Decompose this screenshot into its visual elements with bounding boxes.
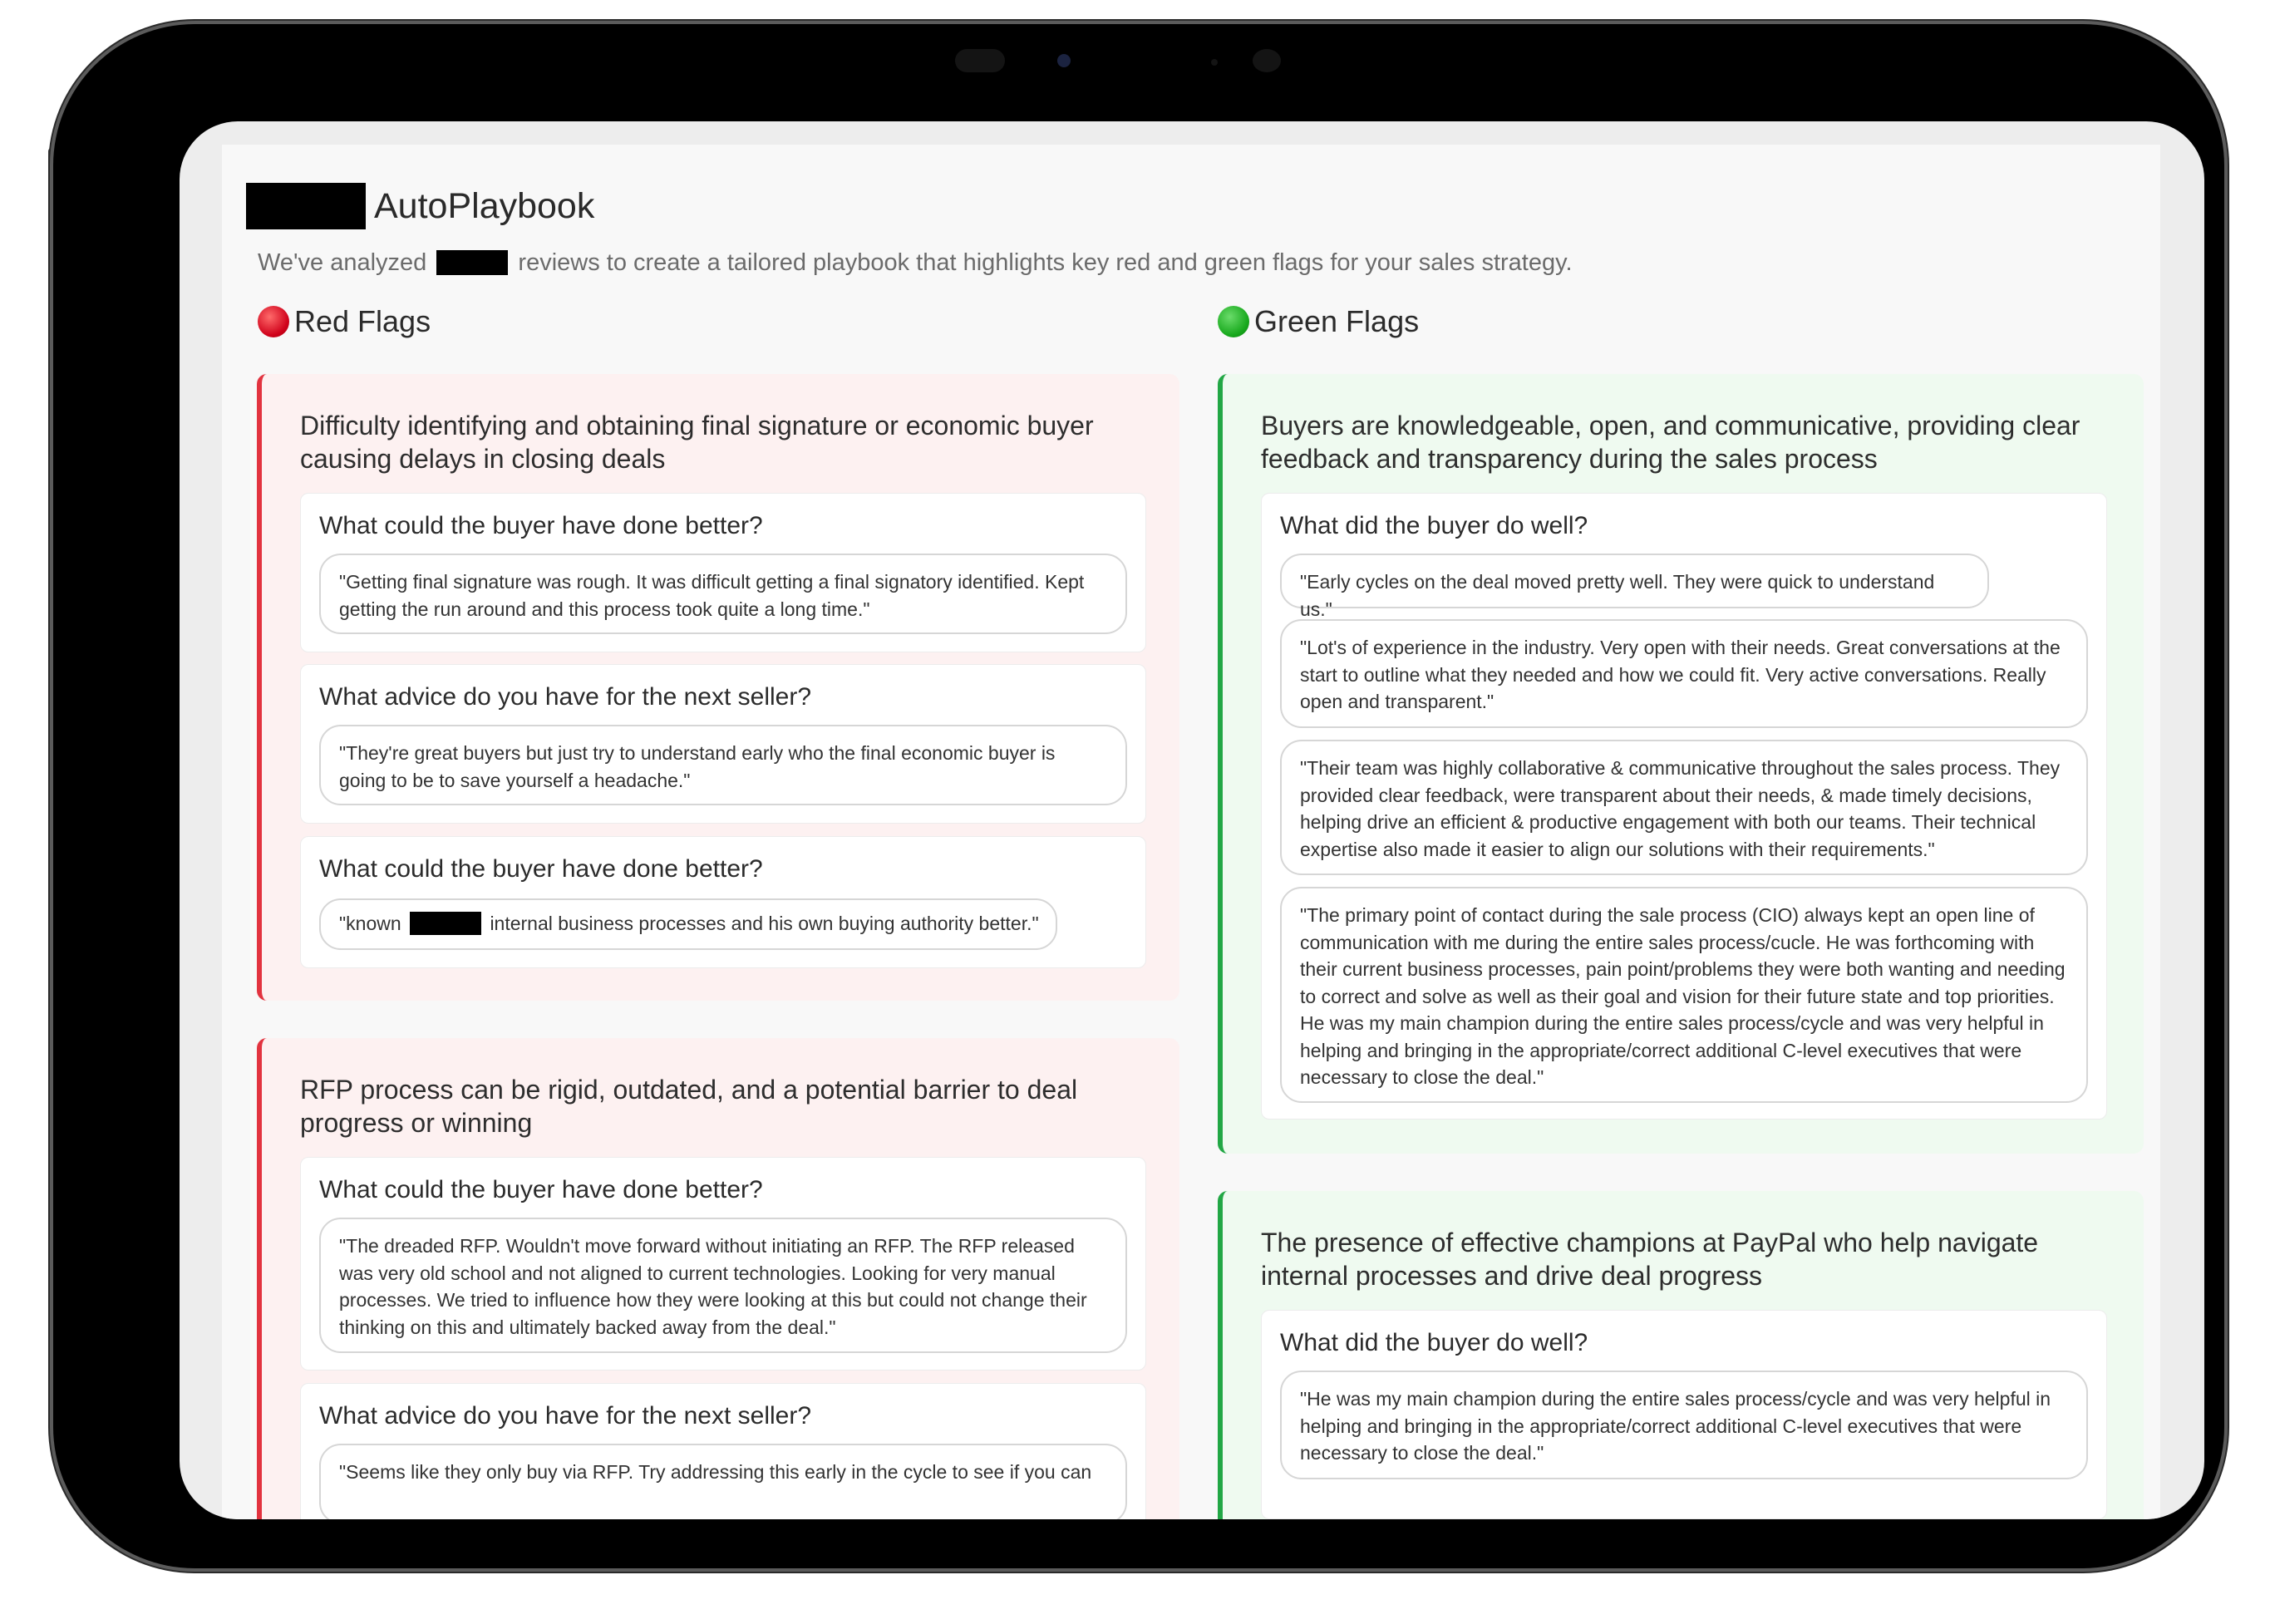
subtitle-text-start: We've analyzed <box>258 249 427 276</box>
review-quote: "They're great buyers but just try to understand early who the final economic buyer is going to be to save yourself a headache." <box>319 725 1127 805</box>
redacted-logo <box>246 183 366 229</box>
camera-left <box>955 49 1005 72</box>
green-flag-card <box>1218 374 2144 1154</box>
card-title-line: The presence of effective champions at PayPal who help navigate <box>1261 1228 2039 1257</box>
question-label: What did the buyer do well? <box>1280 1329 1588 1356</box>
review-quote: "Early cycles on the deal moved pretty well. They were quick to understand us." <box>1280 554 1989 608</box>
question-box <box>300 664 1146 824</box>
card-title <box>1261 409 2080 475</box>
green-flags-heading <box>1218 304 1419 339</box>
question-box <box>300 493 1146 652</box>
card-title <box>300 409 1094 475</box>
redacted-name <box>410 912 481 935</box>
sensor <box>1211 59 1218 66</box>
card-title <box>300 1073 1077 1139</box>
main-panel <box>222 145 2160 1519</box>
green-flags-label: Green Flags <box>1254 304 1420 338</box>
card-title-line: RFP process can be rigid, outdated, and a potential barrier to deal <box>300 1075 1078 1105</box>
question-label: What could the buyer have done better? <box>319 512 763 539</box>
subtitle-text-end: reviews to create a tailored playbook that highlights key red and green flags for your sales strategy. <box>518 249 1573 276</box>
card-title-line: internal processes and drive deal progress <box>1261 1261 1762 1291</box>
question-box <box>1261 1310 2107 1519</box>
question-label: What could the buyer have done better? <box>319 1176 763 1203</box>
question-box <box>1261 493 2107 1120</box>
review-quote: "The dreaded RFP. Wouldn't move forward without initiating an RFP. The RFP released was very old school and not aligned to current technologies. Looking for very manual processes. We tried to influence how they were looking at this but could not change their thinking on this and ultimately backed away from the deal." <box>319 1218 1127 1353</box>
red-circle-icon <box>258 306 289 337</box>
red-flag-card <box>257 374 1179 1001</box>
card-title-line: Difficulty identifying and obtaining final signature or economic buyer <box>300 411 1094 440</box>
red-flags-label: Red Flags <box>294 304 431 338</box>
question-box <box>300 836 1146 968</box>
card-title-line: progress or winning <box>300 1108 533 1138</box>
question-label: What could the buyer have done better? <box>319 855 763 883</box>
quote-text-start: "known <box>339 913 401 934</box>
green-flag-card <box>1218 1191 2144 1519</box>
redacted-count <box>436 250 508 275</box>
question-label: What advice do you have for the next seller? <box>319 683 812 711</box>
question-label: What did the buyer do well? <box>1280 512 1588 539</box>
red-flag-card <box>257 1038 1179 1519</box>
green-circle-icon <box>1218 306 1249 337</box>
screen <box>180 121 2204 1519</box>
question-box <box>300 1383 1146 1519</box>
question-box <box>300 1157 1146 1371</box>
page-subtitle <box>258 249 1573 277</box>
review-quote: "He was my main champion during the entire sales process/cycle and was very helpful in helping and bringing in the appropriate/correct additional C-level executives that were necessary to close the deal." <box>1280 1371 2088 1479</box>
card-title-line: feedback and transparency during the sales process <box>1261 444 1878 474</box>
page-title: AutoPlaybook <box>374 185 595 226</box>
red-flags-heading <box>258 304 431 339</box>
page-header <box>246 181 594 231</box>
quote-text-end: internal business processes and his own buying authority better." <box>490 913 1039 934</box>
review-quote: "Getting final signature was rough. It was difficult getting a final signatory identified. Kept getting the run around and this process took quite a long time." <box>319 554 1127 634</box>
card-title-line: Buyers are knowledgeable, open, and communicative, providing clear <box>1261 411 2080 440</box>
tablet-frame <box>53 24 2224 1568</box>
review-quote: "Their team was highly collaborative & communicative throughout the sales process. They provided clear feedback, were transparent about their needs, & made timely decisions, helping drive an efficient & productive engagement with both our teams. Their technical expertise also made it easier to align our solutions with their requirements." <box>1280 740 2088 875</box>
review-quote: "The primary point of contact during the sale process (CIO) always kept an open line of communication with me during the entire sales process/cucle. He was forthcoming with their current business processes, pain point/problems they were both wanting and needing to correct and solve as well as their goal and vision for their future state and top priorities. He was my main champion during the entire sales process/cycle and was very helpful in helping and bringing in the appropriate/correct additional C-level executives that were necessary to close the deal." <box>1280 887 2088 1103</box>
review-quote <box>319 898 1057 950</box>
review-quote: "Lot's of experience in the industry. Very open with their needs. Great conversations at the start to outline what they needed and how we could fit. Very active conversations. Really open and transparent." <box>1280 619 2088 728</box>
review-quote: "Seems like they only buy via RFP. Try addressing this early in the cycle to see if you can <box>319 1444 1127 1519</box>
card-title-line: causing delays in closing deals <box>300 444 666 474</box>
camera-right <box>1253 49 1281 72</box>
card-title <box>1261 1226 2038 1292</box>
question-label: What advice do you have for the next seller? <box>319 1402 812 1430</box>
front-camera <box>1057 54 1071 67</box>
